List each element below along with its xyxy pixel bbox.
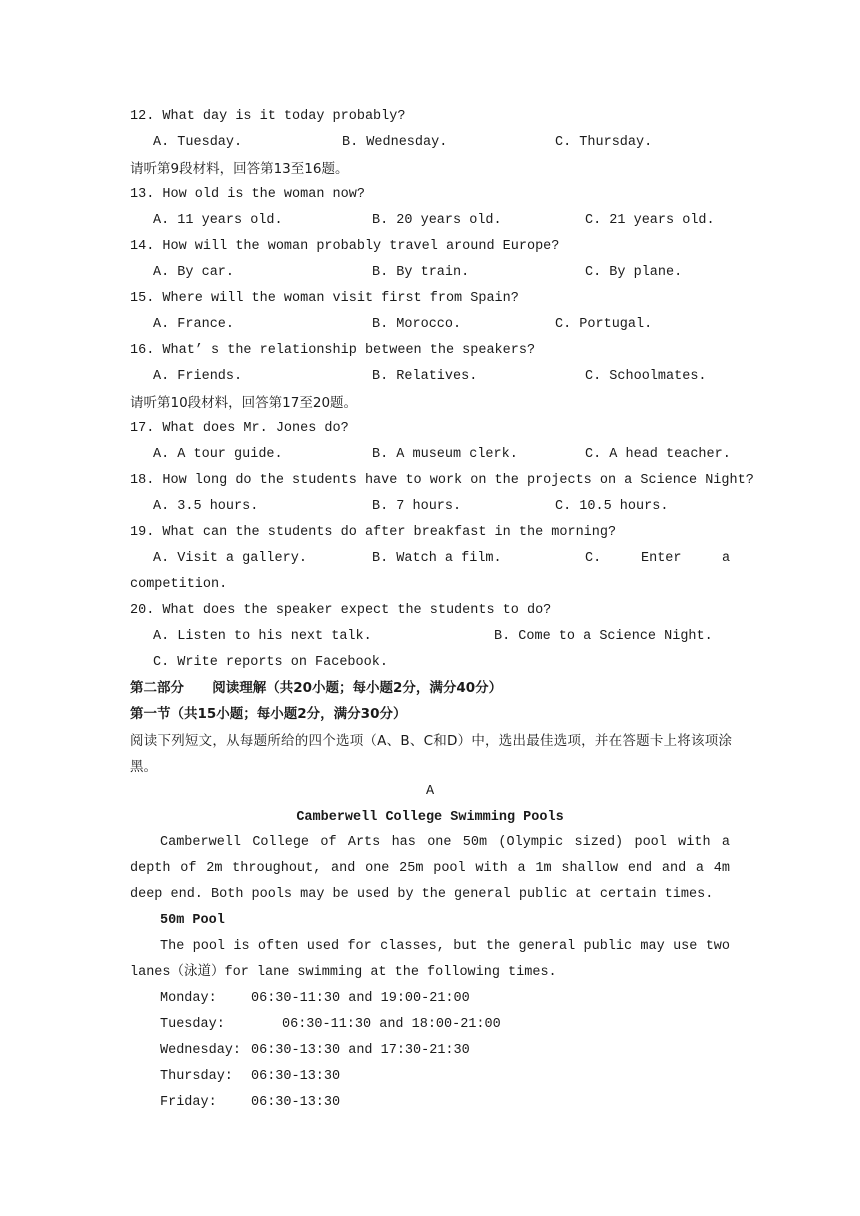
option-17c: C. A head teacher. bbox=[585, 447, 731, 462]
option-19c-word1: Enter bbox=[641, 551, 682, 566]
option-20a: A. Listen to his next talk. bbox=[153, 629, 372, 644]
schedule-time-friday: 06:30-13:30 bbox=[251, 1095, 341, 1110]
option-14c: C. By plane. bbox=[585, 265, 683, 280]
option-14a: A. By car. bbox=[153, 265, 235, 280]
option-13a: A. 11 years old. bbox=[153, 213, 283, 228]
option-19b: B. Watch a film. bbox=[372, 551, 502, 566]
schedule-day-friday: Friday: bbox=[160, 1095, 217, 1110]
option-18b: B. 7 hours. bbox=[372, 499, 462, 514]
question-19: 19. What can the students do after breakfast in the morning? bbox=[130, 525, 617, 540]
option-12b: B. Wednesday. bbox=[342, 135, 448, 150]
question-12: 12. What day is it today probably? bbox=[130, 109, 406, 124]
option-14b: B. By train. bbox=[372, 265, 470, 280]
option-15c: C. Portugal. bbox=[555, 317, 653, 332]
option-19c-word2: a bbox=[722, 551, 731, 566]
schedule-time-thursday: 06:30-13:30 bbox=[251, 1069, 341, 1084]
option-12a: A. Tuesday. bbox=[153, 135, 243, 150]
question-16: 16. What’ s the relationship between the speakers? bbox=[130, 343, 536, 358]
option-19a: A. Visit a gallery. bbox=[153, 551, 307, 566]
passage-intro: Camberwell College of Arts has one 50m (Olympic sized) pool with a depth of 2m throughout, and one 25m pool with a 1m shallow end and a 4m deep end. Both pools may be used by the general public at certain times. bbox=[130, 835, 730, 902]
option-19c-word3: competition. bbox=[130, 577, 228, 592]
pool-heading: 50m Pool bbox=[160, 913, 225, 928]
option-12c: C. Thursday. bbox=[555, 135, 653, 150]
question-13: 13. How old is the woman now? bbox=[130, 187, 365, 202]
option-13c: C. 21 years old. bbox=[585, 213, 715, 228]
option-20c: C. Write reports on Facebook. bbox=[153, 655, 388, 670]
option-17a: A. A tour guide. bbox=[153, 447, 283, 462]
passage-letter: A bbox=[425, 784, 435, 799]
schedule-time-tuesday: 06:30-11:30 and 18:00-21:00 bbox=[282, 1017, 501, 1032]
instruction-material-10: 请听第10段材料，回答第17至20题。 bbox=[130, 395, 358, 411]
question-14: 14. How will the woman probably travel around Europe? bbox=[130, 239, 560, 254]
section1-heading: 第一节（共15小题；每小题2分，满分30分） bbox=[130, 706, 407, 722]
option-18c: C. 10.5 hours. bbox=[555, 499, 669, 514]
part2-heading: 第二部分 阅读理解（共20小题；每小题2分，满分40分） bbox=[130, 680, 503, 696]
option-18a: A. 3.5 hours. bbox=[153, 499, 259, 514]
passage-title: Camberwell College Swimming Pools bbox=[296, 810, 564, 825]
option-13b: B. 20 years old. bbox=[372, 213, 502, 228]
schedule-day-wednesday: Wednesday: bbox=[160, 1043, 242, 1058]
question-15: 15. Where will the woman visit first from Spain? bbox=[130, 291, 519, 306]
question-18: 18. How long do the students have to work on the projects on a Science Night? bbox=[130, 473, 754, 488]
question-17: 17. What does Mr. Jones do? bbox=[130, 421, 349, 436]
schedule-day-monday: Monday: bbox=[160, 991, 217, 1006]
option-15a: A. France. bbox=[153, 317, 235, 332]
option-19c-letter: C. bbox=[585, 551, 602, 566]
pool-text: The pool is often used for classes, but the general public may use two lanes（泳道）for lane swimming at the following times. bbox=[130, 939, 730, 980]
option-16a: A. Friends. bbox=[153, 369, 243, 384]
question-20: 20. What does the speaker expect the students to do? bbox=[130, 603, 552, 618]
option-20b: B. Come to a Science Night. bbox=[494, 629, 713, 644]
schedule-time-monday: 06:30-11:30 and 19:00-21:00 bbox=[251, 991, 470, 1006]
option-15b: B. Morocco. bbox=[372, 317, 462, 332]
schedule-day-thursday: Thursday: bbox=[160, 1069, 233, 1084]
option-16b: B. Relatives. bbox=[372, 369, 478, 384]
instruction-material-9: 请听第9段材料，回答第13至16题。 bbox=[130, 161, 349, 177]
reading-directions: 阅读下列短文，从每题所给的四个选项（A、B、C和D）中，选出最佳选项，并在答题卡上将该项涂黑。 bbox=[130, 733, 732, 775]
option-17b: B. A museum clerk. bbox=[372, 447, 518, 462]
schedule-time-wednesday: 06:30-13:30 and 17:30-21:30 bbox=[251, 1043, 470, 1058]
option-16c: C. Schoolmates. bbox=[585, 369, 707, 384]
schedule-day-tuesday: Tuesday: bbox=[160, 1017, 225, 1032]
